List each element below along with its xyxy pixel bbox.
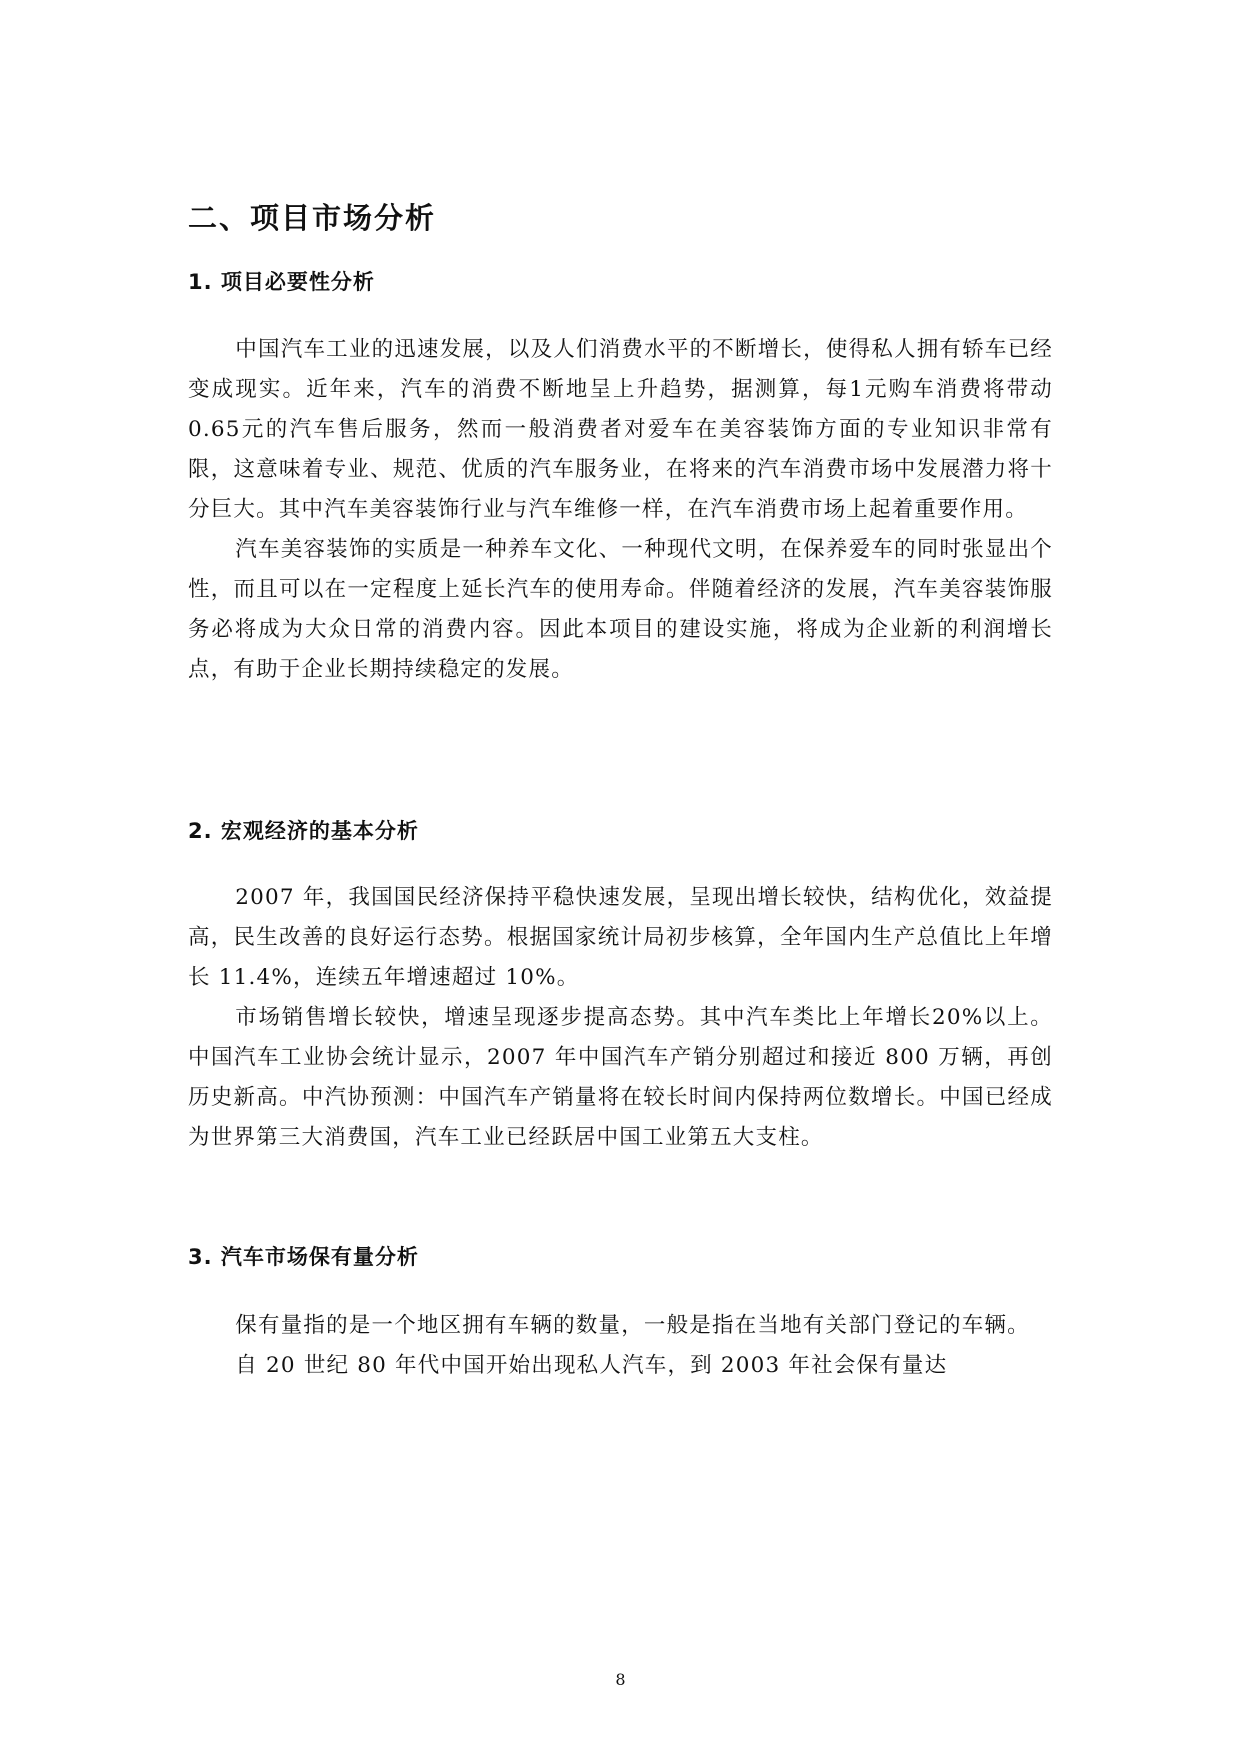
paragraph: 自 20 世纪 80 年代中国开始出现私人汽车，到 2003 年社会保有量达	[235, 1353, 948, 1378]
section-body-vehicle-ownership	[188, 1306, 1053, 1386]
document-page	[188, 0, 1053, 1754]
section-heading-macro-economy: 2. 宏观经济的基本分析	[188, 819, 419, 843]
paragraph: 市场销售增长较快，增速呈现逐步提高态势。其中汽车类比上年增长20%以上。中国汽车工业协会统计显示，2007 年中国汽车产销分别超过和接近 800 万辆，再创历史新高。中汽协预测：中国汽车产销量将在较长时间内保持两位数增长。中国已经成为世界第三大消费国，汽车工业已经跃居中国工业第五大支柱。	[188, 1005, 1053, 1150]
paragraph: 中国汽车工业的迅速发展，以及人们消费水平的不断增长，使得私人拥有轿车已经变成现实。近年来，汽车的消费不断地呈上升趋势，据测算，每1元购车消费将带动0.65元的汽车售后服务，然而一般消费者对爱车在美容装饰方面的专业知识非常有限，这意味着专业、规范、优质的汽车服务业，在将来的汽车消费市场中发展潜力将十分巨大。其中汽车美容装饰行业与汽车维修一样，在汽车消费市场上起着重要作用。	[188, 337, 1053, 522]
section-heading-necessity: 1. 项目必要性分析	[188, 270, 375, 294]
paragraph: 汽车美容装饰的实质是一种养车文化、一种现代文明，在保养爱车的同时张显出个性，而且可以在一定程度上延长汽车的使用寿命。伴随着经济的发展，汽车美容装饰服务必将成为大众日常的消费内容。因此本项目的建设实施，将成为企业新的利润增长点，有助于企业长期持续稳定的发展。	[188, 537, 1053, 682]
section-body-macro-economy	[188, 878, 1053, 1158]
page-number: 8	[615, 1670, 626, 1689]
paragraph: 2007 年，我国国民经济保持平稳快速发展，呈现出增长较快，结构优化，效益提高，民生改善的良好运行态势。根据国家统计局初步核算，全年国内生产总值比上年增长 11.4%，连续五年增速超过 10%。	[188, 885, 1053, 990]
section-heading-vehicle-ownership: 3. 汽车市场保有量分析	[188, 1245, 419, 1269]
section-body-necessity	[188, 330, 1053, 690]
chapter-title: 二、项目市场分析	[188, 201, 437, 235]
paragraph: 保有量指的是一个地区拥有车辆的数量，一般是指在当地有关部门登记的车辆。	[235, 1313, 1030, 1338]
